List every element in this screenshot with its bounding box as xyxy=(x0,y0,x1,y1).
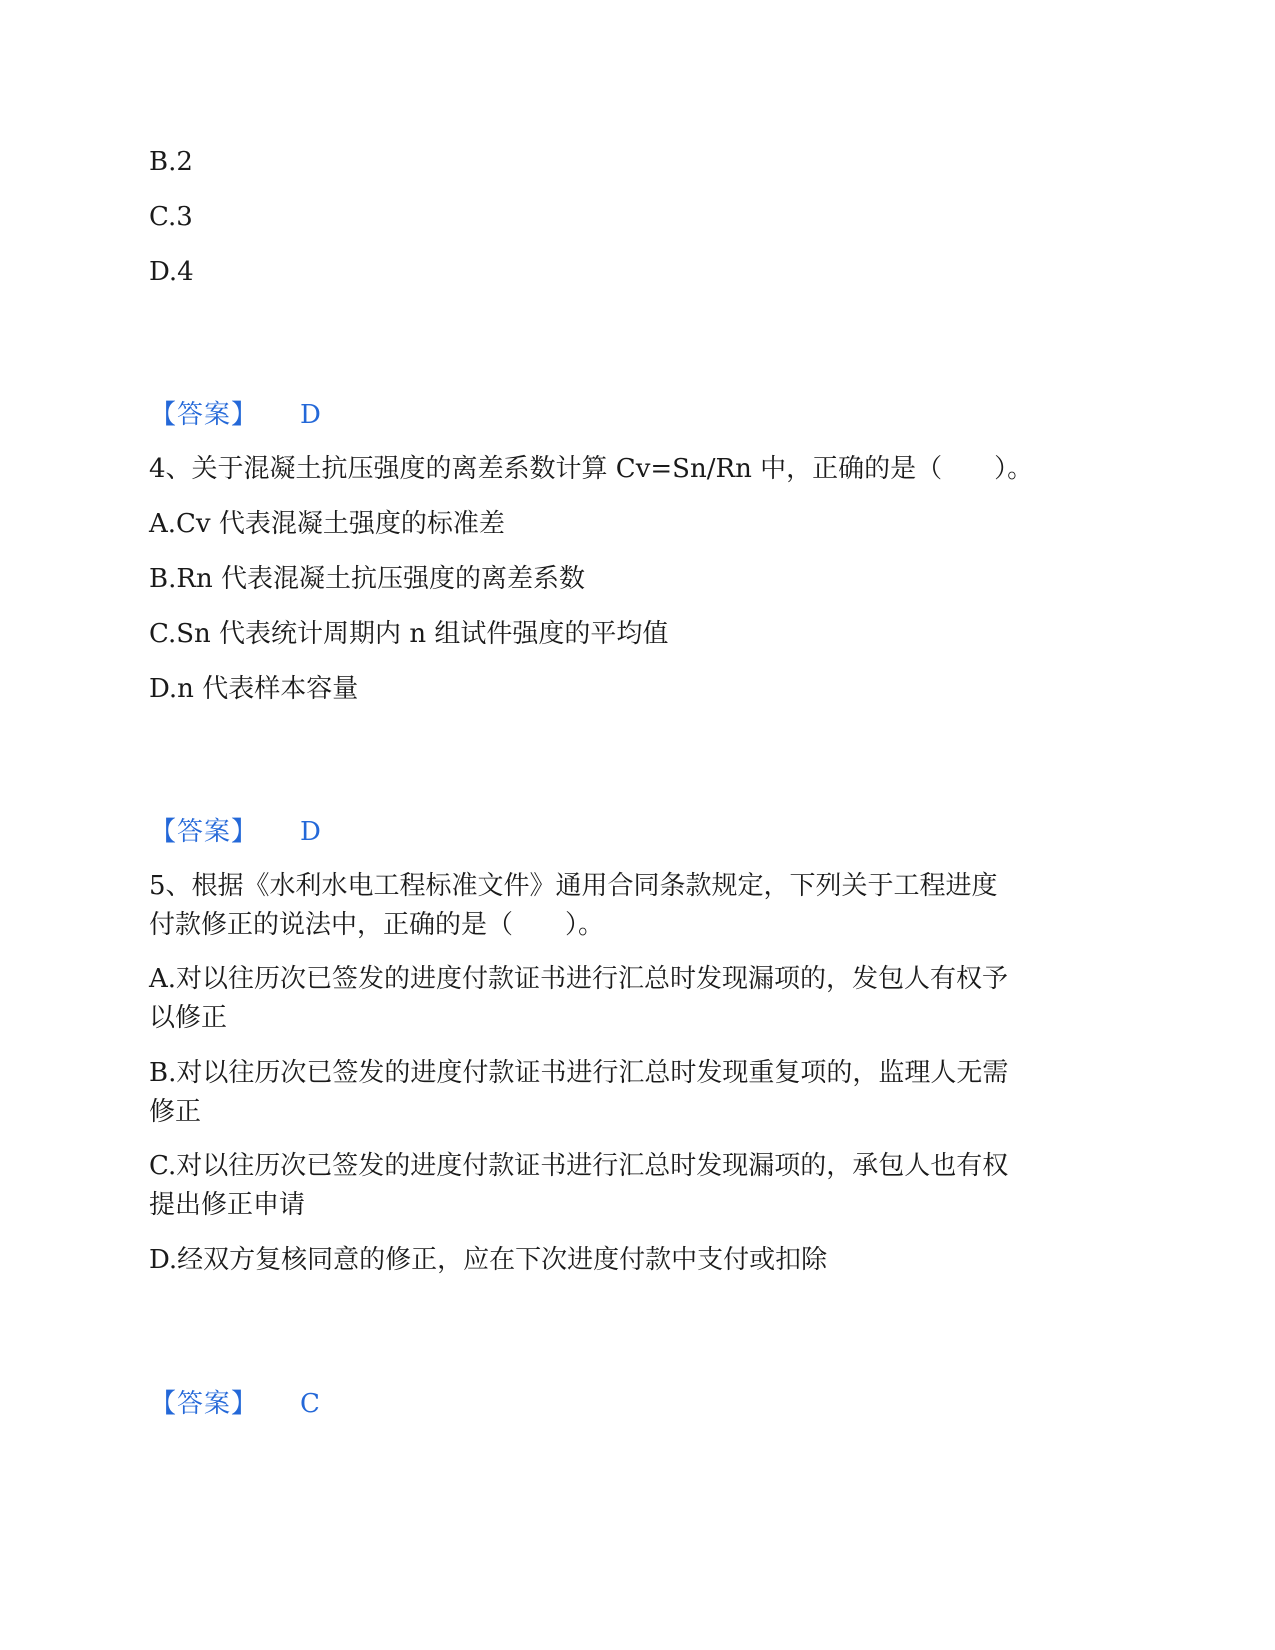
answer-label: 【答案】 xyxy=(150,400,259,430)
answer-value: C xyxy=(300,1389,320,1419)
q5-option-b-line-1: B.对以往历次已签发的进度付款证书进行汇总时发现重复项的，监理人无需 xyxy=(149,1058,1009,1088)
answer-value: D xyxy=(300,400,321,430)
q4-option-d: D.n 代表样本容量 xyxy=(149,674,359,704)
q4-stem: 4、关于混凝土抗压强度的离差系数计算 Cv=Sn/Rn 中，正确的是（ ）。 xyxy=(149,454,1034,484)
q5-option-a-line-1: A.对以往历次已签发的进度付款证书进行汇总时发现漏项的，发包人有权予 xyxy=(149,964,1009,994)
q5-option-a-line-2: 以修正 xyxy=(149,1003,228,1033)
answer-value: D xyxy=(300,817,321,847)
q3-option-d: D.4 xyxy=(149,257,194,287)
q5-answer xyxy=(150,1389,320,1419)
q4-option-c: C.Sn 代表统计周期内 n 组试件强度的平均值 xyxy=(149,619,669,649)
answer-label: 【答案】 xyxy=(150,817,259,847)
q5-stem-line-1: 5、根据《水利水电工程标准文件》通用合同条款规定，下列关于工程进度 xyxy=(149,871,998,901)
q4-answer xyxy=(150,817,321,847)
q5-option-c-line-2: 提出修正申请 xyxy=(149,1190,306,1220)
q5-stem-line-2: 付款修正的说法中，正确的是（ ）。 xyxy=(149,910,605,940)
q3-option-b: B.2 xyxy=(149,147,193,177)
q4-option-b: B.Rn 代表混凝土抗压强度的离差系数 xyxy=(149,564,585,594)
q4-option-a: A.Cv 代表混凝土强度的标准差 xyxy=(149,509,505,539)
q3-answer xyxy=(150,400,321,430)
q5-option-d: D.经双方复核同意的修正，应在下次进度付款中支付或扣除 xyxy=(149,1245,828,1275)
q3-option-c: C.3 xyxy=(149,202,193,232)
answer-label: 【答案】 xyxy=(150,1389,259,1419)
q5-option-b-line-2: 修正 xyxy=(149,1097,202,1127)
q5-option-c-line-1: C.对以往历次已签发的进度付款证书进行汇总时发现漏项的，承包人也有权 xyxy=(149,1151,1009,1181)
